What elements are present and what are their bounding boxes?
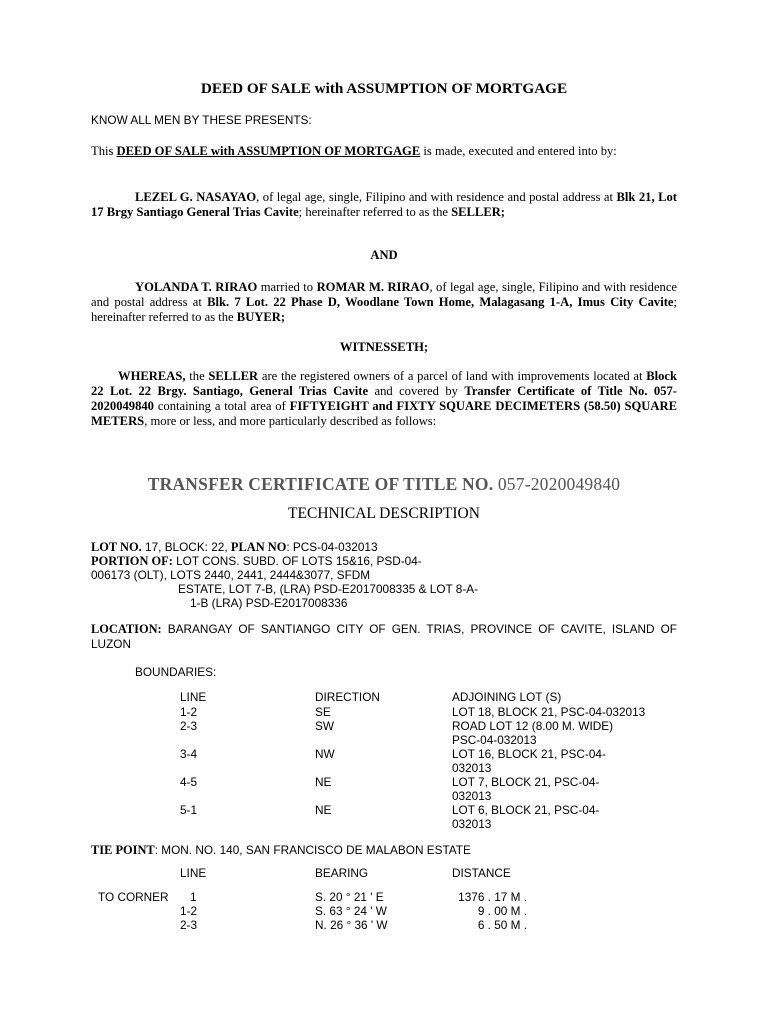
boundary-row-line: 5-1: [180, 803, 198, 817]
seller-name: LEZEL G. NASAYAO: [135, 190, 257, 204]
bearing-row-bearing: S. 20 ° 21 ' E: [315, 890, 384, 904]
tct-heading: [91, 474, 677, 494]
boundaries-header-line: LINE: [180, 690, 207, 704]
location-label: LOCATION:: [91, 622, 162, 636]
lot-value: 17, BLOCK: 22,: [141, 540, 231, 554]
location-value: BARANGAY OF SANTIANGO CITY OF GEN. TRIAS, PROVINCE OF CAVITE, ISLAND OF LUZON: [91, 622, 677, 651]
location-paragraph: [91, 622, 677, 651]
buyer-spouse: ROMAR M. RIRAO: [316, 280, 430, 294]
plan-label: PLAN NO: [230, 540, 287, 554]
portion-text-1: LOT CONS. SUBD. OF LOTS 15&16, PSD-04-: [172, 554, 422, 568]
boundary-row-line: 1-2: [180, 705, 198, 719]
bearings-header-bearing: BEARING: [315, 866, 369, 880]
seller-text-2: ; hereinafter referred to as the: [298, 205, 452, 219]
whereas-paragraph: [91, 369, 677, 429]
portion-line-1: [91, 554, 422, 569]
boundaries-header-adjoining: ADJOINING LOT (S): [452, 690, 562, 704]
opening-line: KNOW ALL MEN BY THESE PRESENTS:: [91, 113, 312, 127]
intro-text-pre: This: [91, 144, 117, 158]
buyer-text-3: ; hereinafter referred to as the: [91, 295, 677, 324]
boundary-row-line: 3-4: [180, 747, 198, 761]
boundary-row-direction: NE: [315, 803, 332, 817]
intro-text-post: is made, executed and entered into by:: [420, 144, 617, 158]
portion-line-2: 006173 (OLT), LOTS 2440, 2441, 2444&3077, SFDM: [91, 568, 371, 582]
intro-deed-title: DEED OF SALE with ASSUMPTION OF MORTGAGE: [116, 144, 421, 158]
tie-point-line: [91, 843, 471, 858]
buyer-name: YOLANDA T. RIRAO: [135, 280, 258, 294]
boundary-row-adjoining-cont: 032013: [452, 761, 492, 775]
boundary-row-line: 2-3: [180, 719, 198, 733]
and-label-text: AND: [370, 248, 398, 262]
bearing-row-distance: 9 . 00 M .: [477, 904, 527, 918]
whereas-text-4: containing a total area of: [153, 399, 290, 413]
bearing-row-distance: 6 . 50 M .: [477, 918, 527, 932]
boundary-row-direction: SE: [315, 705, 331, 719]
seller-text-1: , of legal age, single, Filipino and with residence and postal address at: [256, 190, 617, 204]
boundaries-header-direction: DIRECTION: [315, 690, 380, 704]
whereas-text-3: and covered by: [368, 384, 465, 398]
whereas-tct: Transfer Certificate of Title No. 057-2020049840: [91, 384, 677, 413]
whereas-lead: WHEREAS,: [118, 369, 186, 383]
portion-label: PORTION OF:: [91, 554, 173, 568]
bearings-header-distance: DISTANCE: [452, 866, 511, 880]
tie-point-value: : MON. NO. 140, SAN FRANCISCO DE MALABON ESTATE: [154, 843, 471, 857]
portion-line-3: ESTATE, LOT 7-B, (LRA) PSD-E2017008335 & LOT 8-A-: [178, 582, 479, 596]
whereas-text-5: , more or less, and more particularly described as follows:: [144, 414, 437, 428]
witnesseth-text: WITNESSETH;: [339, 340, 429, 354]
bearing-row-line: 1-2: [180, 904, 198, 918]
boundary-row-direction: SW: [315, 719, 335, 733]
portion-line-4: 1-B (LRA) PSD-E2017008336: [190, 596, 348, 610]
boundaries-label: BOUNDARIES:: [135, 665, 217, 679]
boundary-row-direction: NW: [315, 747, 335, 761]
intro-paragraph: [91, 144, 677, 159]
bearings-header-line: LINE: [180, 866, 207, 880]
whereas-location: Block 22 Lot. 22 Brgy. Santiago, General Trias Cavite: [91, 369, 677, 398]
whereas-seller: SELLER: [208, 369, 259, 383]
tct-heading-number: 057-2020049840: [497, 474, 621, 494]
document-title: DEED OF SALE with ASSUMPTION OF MORTGAGE: [200, 80, 568, 97]
boundary-row-adjoining-cont: 032013: [452, 789, 492, 803]
lot-plan-line: [91, 540, 378, 555]
boundary-row-adjoining-cont: PSC-04-032013: [452, 733, 537, 747]
whereas-text-1: the: [185, 369, 209, 383]
buyer-paragraph: [91, 280, 677, 325]
tct-heading-label: TRANSFER CERTIFICATE OF TITLE NO.: [147, 474, 494, 494]
boundary-row-adjoining: LOT 16, BLOCK 21, PSC-04-: [452, 747, 606, 761]
boundary-row-adjoining: LOT 7, BLOCK 21, PSC-04-: [452, 775, 600, 789]
bearing-row-prefix: TO CORNER: [98, 890, 169, 904]
boundary-row-direction: NE: [315, 775, 332, 789]
buyer-text-2: , of legal age, single, Filipino and with residence and postal address at: [91, 280, 678, 309]
bearing-row-distance: 1376 . 17 M .: [458, 890, 527, 904]
boundary-row-adjoining: LOT 18, BLOCK 21, PSC-04-032013: [452, 705, 646, 719]
plan-value: : PCS-04-032013: [286, 540, 378, 554]
seller-paragraph: [91, 190, 677, 220]
technical-description-title: TECHNICAL DESCRIPTION: [288, 505, 480, 522]
bearing-row-line: 1: [190, 890, 197, 904]
seller-address: Blk 21, Lot 17 Brgy Santiago General Trias Cavite: [91, 190, 677, 219]
tie-point-label: TIE POINT: [91, 843, 155, 857]
seller-role: SELLER;: [451, 205, 506, 219]
bearing-row-line: 2-3: [180, 918, 198, 932]
boundary-row-adjoining: LOT 6, BLOCK 21, PSC-04-: [452, 803, 600, 817]
boundary-row-adjoining: ROAD LOT 12 (8.00 M. WIDE): [452, 719, 614, 733]
lot-label: LOT NO.: [91, 540, 142, 554]
bearing-row-bearing: N. 26 ° 36 ' W: [315, 918, 388, 932]
whereas-area: FIFTYEIGHT and FIXTY SQUARE DECIMETERS (58.50) SQUARE METERS: [91, 399, 677, 428]
buyer-address: Blk. 7 Lot. 22 Phase D, Woodlane Town Home, Malagasang 1-A, Imus City Cavite: [207, 295, 674, 309]
buyer-text-1: married to: [257, 280, 317, 294]
buyer-role: BUYER;: [236, 310, 286, 324]
boundary-row-line: 4-5: [180, 775, 198, 789]
witnesseth-label: [91, 340, 677, 355]
bearing-row-bearing: S. 63 ° 24 ' W: [315, 904, 387, 918]
boundary-row-adjoining-cont: 032013: [452, 817, 492, 831]
whereas-text-2: are the registered owners of a parcel of land with improvements located at: [258, 369, 647, 383]
and-label: [91, 248, 677, 263]
